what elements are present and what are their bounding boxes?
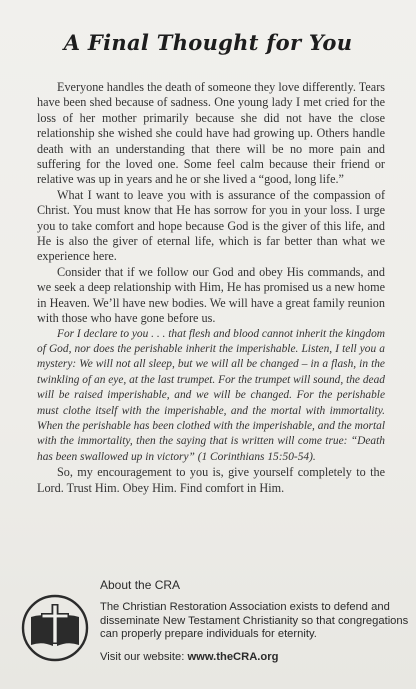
website-prefix: Visit our website:	[100, 651, 188, 663]
paragraph-2: What I want to leave you with is assurance of the compassion of Christ. You must know that He has sorrow for you in your loss. I urge you to take comfort and hope because God is the giver of this life, and He is also the giver of eternal life, which is far better than what we experience here.	[37, 187, 385, 264]
about-text: The Christian Restoration Association exists to defend and disseminate New Testament Christianity so that congregations can properly prepare individuals for eternity.	[100, 601, 409, 641]
scripture-quote: For I declare to you . . . that flesh and blood cannot inherit the kingdom of God, nor does the perishable inherit the imperishable. Listen, I tell you a mystery: We will not all sleep, but we will all be changed – in a flash, in the twinkling of an eye, at the last trumpet. For the trumpet will sound, the dead will be raised imperishable, and we will be changed. For the perishable must clothe itself with the imperishable, and the mortal with immortality. When the perishable has been clothed with the imperishable, and the mortal with the immortality, then the saying that is written will come true: “Death has been swallowed up in victory” (1 Corinthians 15:50-54).	[37, 327, 385, 463]
paragraph-1: Everyone handles the death of someone they love differently. Tears have been shed because of sadness. One young lady I met cried for the loss of her mother primarily because she did not have the close relationship she wished she could have had growing up. Others handle death with an understanding that there will be no more pain and suffering for the loved one. Some feel calm because their friend or relative was up in years and he or she lived a “good, long life.”	[37, 80, 385, 187]
website-line	[100, 651, 278, 663]
body-text	[37, 80, 385, 496]
about-heading: About the CRA	[100, 578, 181, 592]
paragraph-5: So, my encouragement to you is, give yourself completely to the Lord. Trust Him. Obey Him. Find comfort in Him.	[37, 465, 385, 495]
cra-logo-icon	[20, 593, 90, 663]
page-title: A Final Thought for You	[63, 30, 353, 55]
paragraph-3: Consider that if we follow our God and obey His commands, and we seek a deep relationship with Him, He has promised us a new home in Heaven. We’ll have new bodies. We will have a great family reunion with those who have gone before us.	[37, 264, 385, 326]
website-link[interactable]: www.theCRA.org	[187, 651, 279, 663]
